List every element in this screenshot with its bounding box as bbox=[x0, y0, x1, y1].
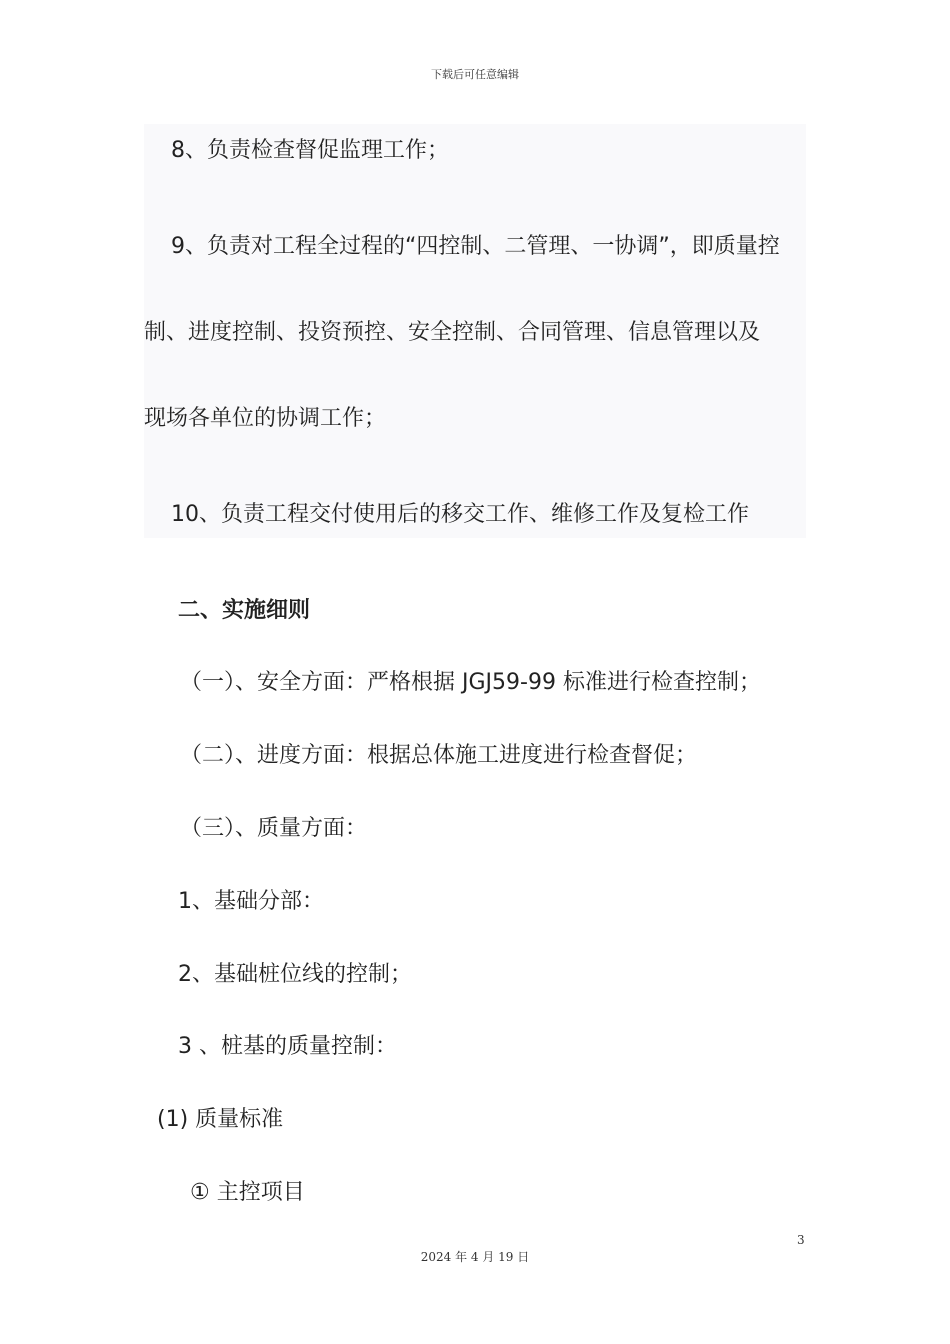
paragraph-line: 现场各单位的协调工作； bbox=[144, 406, 387, 431]
section-item: （一）、安全方面：严格根据 JGJ59-99 标准进行检查控制； bbox=[180, 670, 761, 695]
section-item: 2、基础桩位线的控制； bbox=[178, 962, 412, 987]
paragraph-line: 10、负责工程交付使用后的移交工作、维修工作及复检工作 bbox=[171, 502, 749, 527]
section-item: 1、基础分部： bbox=[178, 889, 324, 914]
page-number: 3 bbox=[797, 1233, 805, 1247]
footer-date: 2024 年 4 月 19 日 bbox=[420, 1250, 530, 1264]
paragraph-line: 8、负责检查督促监理工作； bbox=[171, 138, 449, 163]
section-item: 3 、桩基的质量控制： bbox=[178, 1034, 397, 1059]
section-item: （二）、进度方面：根据总体施工进度进行检查督促； bbox=[180, 743, 698, 768]
paragraph-line: 9、负责对工程全过程的“四控制、二管理、一协调”，即质量控 bbox=[171, 234, 780, 259]
section-title: 二、实施细则 bbox=[178, 598, 311, 623]
paragraph-line: 制、进度控制、投资预控、安全控制、合同管理、信息管理以及 bbox=[144, 320, 761, 345]
header-note: 下载后可任意编辑 bbox=[431, 68, 519, 81]
section-item: （三）、质量方面： bbox=[180, 816, 368, 841]
section-item: ① 主控项目 bbox=[190, 1180, 305, 1205]
section-item: (1) 质量标准 bbox=[157, 1107, 284, 1132]
